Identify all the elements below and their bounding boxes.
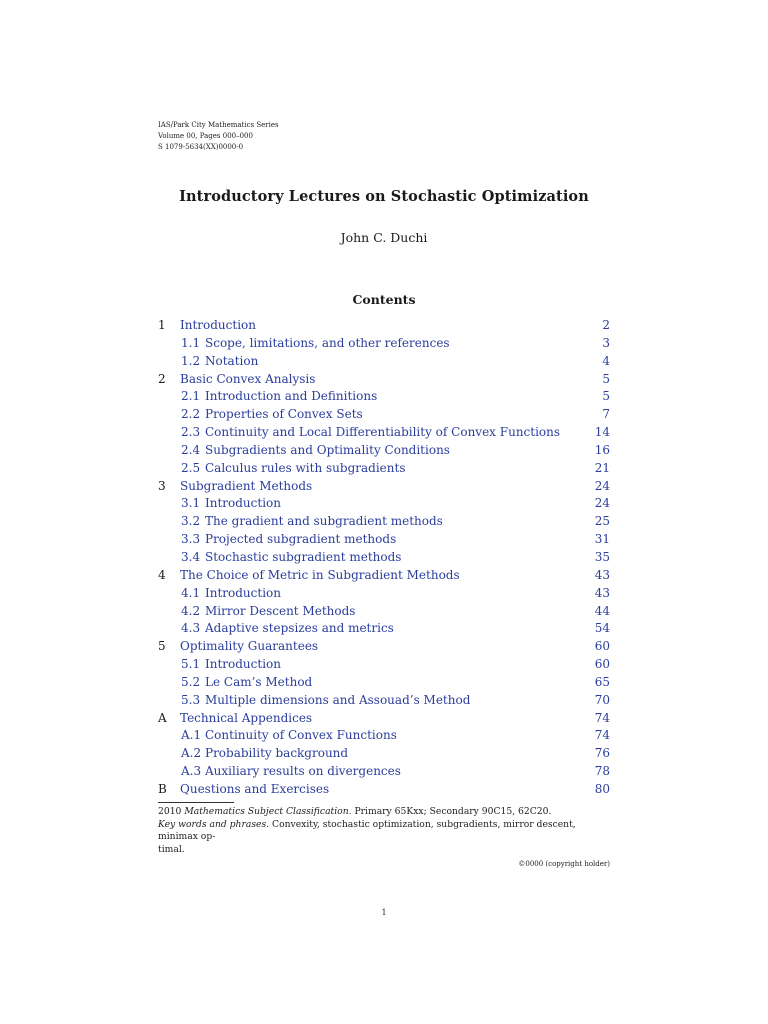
toc-entry-link[interactable]: The gradient and subgradient methods (205, 514, 443, 529)
toc-entry-number: 2.3 (181, 425, 201, 440)
toc-entry-link[interactable]: Questions and Exercises (180, 781, 330, 796)
toc-entry-page[interactable]: 25 (594, 514, 610, 529)
toc-entry-link[interactable]: Basic Convex Analysis (180, 371, 316, 386)
toc-entry-number: A.1 (181, 728, 202, 743)
toc-entry-number: 3 (158, 478, 166, 493)
paper-title: Introductory Lectures on Stochastic Optimization (179, 188, 589, 205)
toc-entry-page[interactable]: 24 (594, 496, 610, 511)
toc-subsection-entry[interactable] (158, 424, 610, 442)
toc-entry-page[interactable]: 74 (594, 710, 610, 725)
toc-section-entry[interactable] (158, 710, 610, 728)
toc-entry-link[interactable]: Properties of Convex Sets (205, 407, 363, 422)
toc-entry-number: 4.2 (181, 603, 201, 618)
toc-entry-number: 2.1 (181, 389, 201, 404)
keywords-label: Key words and phrases. (158, 818, 270, 830)
toc-subsection-entry[interactable] (158, 549, 610, 567)
toc-subsection-entry[interactable] (158, 495, 610, 513)
toc-entry-number: 1.2 (181, 353, 201, 368)
toc-subsection-entry[interactable] (158, 745, 610, 763)
toc-entry-page[interactable]: 65 (594, 674, 610, 689)
toc-entry-page[interactable]: 44 (594, 603, 610, 618)
msc-year: 2010 (158, 806, 182, 817)
toc-subsection-entry[interactable] (158, 763, 610, 781)
toc-subsection-entry[interactable] (158, 388, 610, 406)
toc-subsection-entry[interactable] (158, 620, 610, 638)
toc-entry-number: 5.3 (181, 692, 201, 707)
toc-entry-number: 4 (158, 567, 166, 582)
toc-subsection-entry[interactable] (158, 692, 610, 710)
toc-entry-link[interactable]: The Choice of Metric in Subgradient Methods (180, 567, 460, 582)
toc-entry-link[interactable]: Scope, limitations, and other references (205, 335, 450, 350)
toc-entry-number: 3.3 (181, 532, 201, 547)
keywords-continuation: timal. (158, 843, 185, 855)
toc-entry-number: 5 (158, 639, 166, 654)
toc-section-entry[interactable] (158, 781, 610, 799)
toc-entry-link[interactable]: Le Cam’s Method (205, 674, 313, 689)
footnote (158, 806, 610, 856)
toc-section-entry[interactable] (158, 567, 610, 585)
toc-entry-link[interactable]: Technical Appendices (180, 710, 313, 725)
toc-entry-link[interactable]: Introduction and Definitions (205, 389, 378, 404)
toc-entry-number: 4.1 (181, 585, 201, 600)
keywords-value: Convexity, stochastic optimization, subgradients, mirror descent, minimax op- (158, 818, 576, 842)
toc-section-entry[interactable] (158, 317, 610, 335)
toc-entry-page[interactable]: 2 (602, 318, 610, 332)
series-header (158, 120, 279, 153)
toc-entry-page[interactable]: 54 (594, 621, 610, 636)
toc-entry-page[interactable]: 14 (594, 425, 610, 440)
series-name: IAS/Park City Mathematics Series (158, 121, 279, 129)
toc-entry-page[interactable]: 78 (594, 764, 610, 779)
toc-entry-link[interactable]: Subgradients and Optimality Conditions (205, 442, 450, 457)
toc-entry-number: A.2 (181, 746, 202, 761)
toc-entry-number: 5.1 (181, 657, 201, 672)
issn-info: S 1079-5634(XX)0000-0 (158, 143, 244, 151)
toc-section-entry[interactable] (158, 371, 610, 389)
msc-line (158, 806, 610, 819)
toc-entry-link[interactable]: Introduction (205, 496, 281, 511)
table-of-contents (158, 317, 610, 799)
copyright-notice: ©0000 (copyright holder) (518, 860, 610, 868)
toc-entry-page[interactable]: 7 (602, 407, 610, 422)
toc-entry-page[interactable]: 31 (594, 532, 610, 547)
toc-subsection-entry[interactable] (158, 353, 610, 371)
toc-entry-link[interactable]: Subgradient Methods (180, 478, 313, 493)
toc-entry-link[interactable]: Optimality Guarantees (180, 639, 319, 654)
toc-entry-number: 4.3 (181, 621, 201, 636)
toc-entry-page[interactable]: 24 (594, 478, 610, 493)
toc-entry-number: 3.1 (181, 496, 201, 511)
footnote-divider (158, 802, 234, 803)
toc-entry-number: 1.1 (181, 335, 201, 350)
toc-entry-page[interactable]: 80 (594, 781, 610, 796)
toc-subsection-entry[interactable] (158, 406, 610, 424)
toc-subsection-entry[interactable] (158, 442, 610, 460)
toc-entry-number: 3.2 (181, 514, 201, 529)
toc-entry-number: A.3 (181, 764, 202, 779)
toc-subsection-entry[interactable] (158, 603, 610, 621)
toc-entry-link[interactable]: Adaptive stepsizes and metrics (205, 621, 394, 636)
toc-subsection-entry[interactable] (158, 585, 610, 603)
toc-entry-page[interactable]: 3 (602, 335, 610, 350)
toc-entry-link[interactable]: Introduction (205, 657, 281, 672)
toc-subsection-entry[interactable] (158, 674, 610, 692)
toc-entry-page[interactable]: 21 (594, 460, 610, 475)
toc-entry-number: 2 (158, 371, 166, 386)
toc-entry-page[interactable]: 70 (594, 692, 610, 707)
volume-info: Volume 00, Pages 000–000 (158, 132, 253, 140)
toc-entry-link[interactable]: Introduction (180, 318, 256, 332)
toc-entry-link[interactable]: Projected subgradient methods (205, 532, 397, 547)
toc-entry-link[interactable]: Calculus rules with subgradients (205, 460, 406, 475)
toc-entry-page[interactable]: 43 (594, 585, 610, 600)
toc-entry-number: B (158, 781, 167, 796)
toc-entry-number: 1 (158, 318, 166, 332)
toc-entry-page[interactable]: 74 (594, 728, 610, 743)
toc-subsection-entry[interactable] (158, 656, 610, 674)
toc-entry-page[interactable]: 16 (594, 442, 610, 457)
toc-entry-page[interactable]: 4 (602, 353, 610, 368)
toc-entry-number: 2.4 (181, 442, 201, 457)
toc-subsection-entry[interactable] (158, 727, 610, 745)
contents-heading: Contents (352, 292, 416, 307)
toc-subsection-entry[interactable] (158, 335, 610, 353)
toc-entry-page[interactable]: 60 (594, 639, 610, 654)
keywords-line (158, 819, 610, 844)
toc-subsection-entry[interactable] (158, 513, 610, 531)
toc-entry-number: 5.2 (181, 674, 201, 689)
toc-entry-page[interactable]: 60 (594, 657, 610, 672)
toc-entry-link[interactable]: Continuity and Local Differentiability of Convex Functions (205, 425, 561, 440)
msc-label: Mathematics Subject Classification. (184, 806, 352, 817)
toc-entry-page[interactable]: 43 (594, 567, 610, 582)
toc-entry-page[interactable]: 76 (594, 746, 610, 761)
msc-value: Primary 65Kxx; Secondary 90C15, 62C20. (354, 806, 552, 817)
toc-entry-link[interactable]: Stochastic subgradient methods (205, 549, 402, 564)
toc-entry-page[interactable]: 35 (594, 549, 610, 564)
toc-entry-link[interactable]: Auxiliary results on divergences (205, 764, 401, 779)
toc-entry-link[interactable]: Multiple dimensions and Assouad’s Method (205, 692, 471, 707)
toc-section-entry[interactable] (158, 638, 610, 656)
toc-entry-link[interactable]: Continuity of Convex Functions (205, 728, 397, 743)
toc-subsection-entry[interactable] (158, 460, 610, 478)
toc-section-entry[interactable] (158, 478, 610, 496)
toc-entry-number: 2.2 (181, 407, 201, 422)
page-number: 1 (381, 908, 387, 917)
toc-entry-number: 3.4 (181, 549, 201, 564)
toc-entry-link[interactable]: Notation (205, 353, 259, 368)
toc-entry-link[interactable]: Introduction (205, 585, 281, 600)
toc-entry-number: 2.5 (181, 460, 201, 475)
toc-entry-page[interactable]: 5 (602, 371, 610, 386)
paper-author: John C. Duchi (340, 230, 428, 245)
toc-entry-link[interactable]: Mirror Descent Methods (205, 603, 356, 618)
toc-entry-link[interactable]: Probability background (205, 746, 349, 761)
toc-entry-page[interactable]: 5 (602, 389, 610, 404)
toc-subsection-entry[interactable] (158, 531, 610, 549)
toc-entry-number: A (158, 710, 167, 725)
